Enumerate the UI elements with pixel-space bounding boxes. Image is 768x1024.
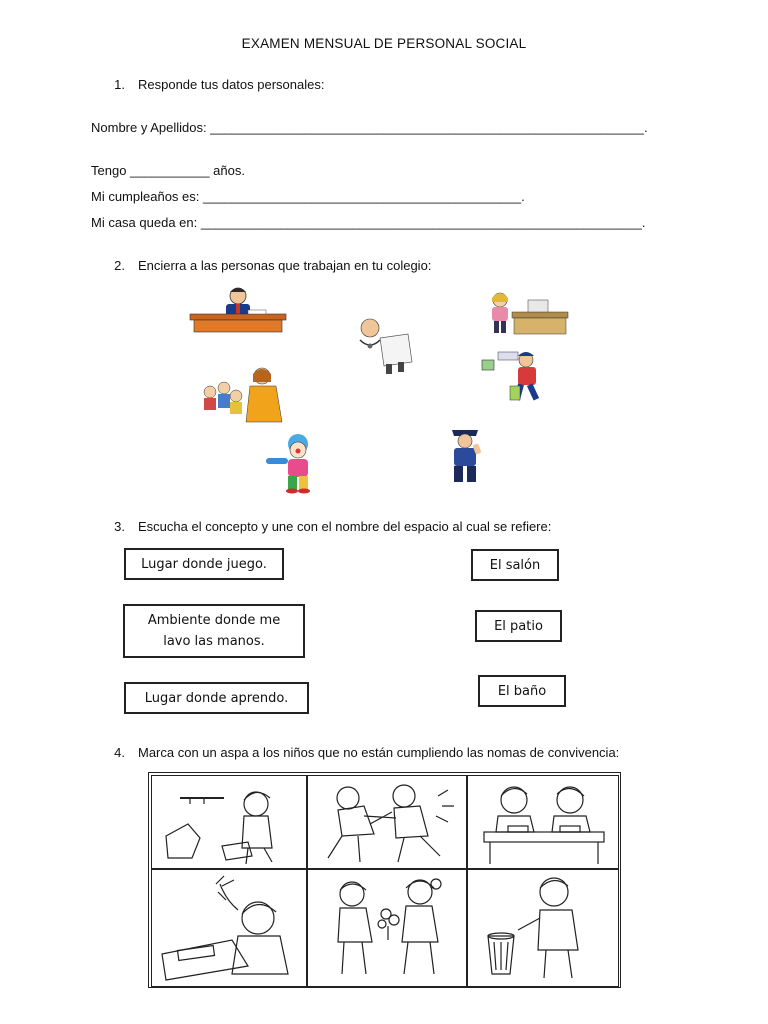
scene-kids-sharing-flowers[interactable]: [307, 869, 467, 987]
scene-kid-raising-hand[interactable]: [151, 869, 307, 987]
space-box-bathroom[interactable]: [478, 675, 566, 707]
police-officer-image[interactable]: [440, 422, 490, 484]
question-3-prompt: Escucha el concepto y une con el nombre del espacio al cual se refiere:: [138, 519, 552, 534]
page-title: EXAMEN MENSUAL DE PERSONAL SOCIAL: [241, 36, 527, 51]
coexistence-scenes-grid: [148, 772, 621, 988]
postman-image[interactable]: [476, 346, 558, 408]
question-1-number: 1.: [114, 77, 125, 92]
concept-box-learn[interactable]: [124, 682, 309, 714]
scene-girl-hanging-backpack[interactable]: [151, 775, 307, 869]
space-box-classroom[interactable]: [471, 549, 559, 581]
space-label: El baño: [497, 683, 547, 699]
concept-box-wash-hands[interactable]: [123, 604, 305, 658]
question-2-prompt: Encierra a las personas que trabajan en tu colegio:: [138, 258, 432, 273]
question-2-number: 2.: [114, 258, 125, 273]
scene-boy-using-trash-can[interactable]: [467, 869, 619, 987]
clown-image[interactable]: [258, 432, 332, 494]
birthday-field-line: Mi cumpleaños es: ____________________________________________.: [91, 189, 525, 204]
concept-label: Lugar donde juego.: [141, 556, 267, 572]
question-4-number: 4.: [114, 745, 125, 760]
age-field-line: Tengo ___________ años.: [91, 163, 245, 178]
space-box-patio[interactable]: [475, 610, 562, 642]
concept-label: Lugar donde aprendo.: [144, 690, 289, 706]
space-label: El patio: [494, 618, 543, 634]
doctor-image[interactable]: [350, 316, 420, 376]
question-1-prompt: Responde tus datos personales:: [138, 77, 325, 92]
concept-box-play[interactable]: [124, 548, 284, 580]
house-field-line: Mi casa queda en: _____________________________________________________________.: [91, 215, 646, 230]
question-3-number: 3.: [114, 519, 125, 534]
scene-kids-studying[interactable]: [467, 775, 619, 869]
secretary-at-desk-image[interactable]: [484, 290, 570, 336]
space-label: El salón: [489, 557, 541, 573]
scene-boys-fighting[interactable]: [307, 775, 467, 869]
director-at-desk-image[interactable]: [188, 284, 288, 342]
concept-label: Ambiente donde me lavo las manos.: [147, 613, 281, 649]
question-4-prompt: Marca con un aspa a los niños que no están cumpliendo las nomas de convivencia:: [138, 745, 620, 760]
mother-with-children-image[interactable]: [196, 366, 286, 424]
name-field-line: Nombre y Apellidos: ____________________________________________________________.: [91, 120, 648, 135]
